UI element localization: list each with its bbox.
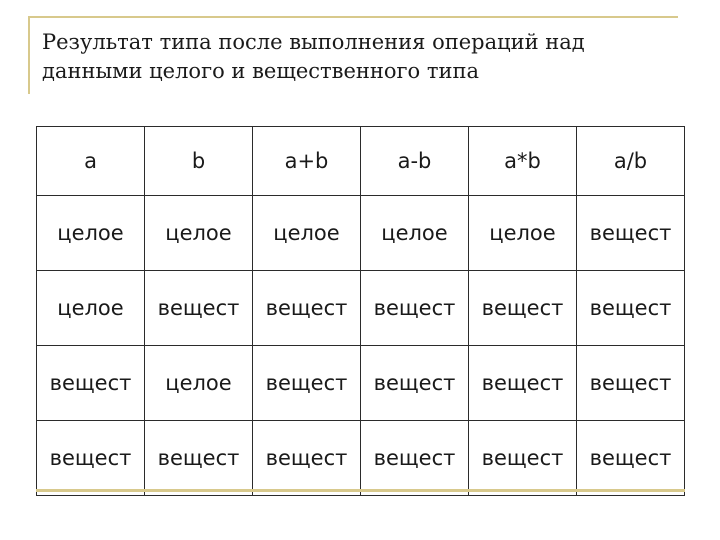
table-cell: вещест: [577, 196, 685, 271]
table-cell: вещест: [361, 421, 469, 496]
table-cell: вещест: [37, 346, 145, 421]
type-result-table: [36, 126, 685, 496]
header-cell-sum: a+b: [253, 127, 361, 196]
header-cell-a: a: [37, 127, 145, 196]
table-cell: вещест: [577, 421, 685, 496]
table-cell: целое: [469, 196, 577, 271]
header-cell-diff: a-b: [361, 127, 469, 196]
table-bottom-rule: [36, 489, 685, 492]
table-cell: вещест: [253, 421, 361, 496]
table-cell: вещест: [577, 346, 685, 421]
table-cell: вещест: [253, 271, 361, 346]
table-cell: целое: [361, 196, 469, 271]
header-cell-b: b: [145, 127, 253, 196]
table-cell: вещест: [577, 271, 685, 346]
table-cell: вещест: [37, 421, 145, 496]
title-frame: [28, 16, 678, 94]
slide-title-line-1: Результат типа после выполнения операций над: [42, 30, 585, 54]
table-cell: целое: [145, 346, 253, 421]
table-cell: вещест: [145, 421, 253, 496]
table-row: [37, 196, 685, 271]
table-cell: вещест: [469, 271, 577, 346]
table-cell: вещест: [253, 346, 361, 421]
table-header-row: [37, 127, 685, 196]
header-cell-quotient: a/b: [577, 127, 685, 196]
header-cell-product: a*b: [469, 127, 577, 196]
table-cell: вещест: [145, 271, 253, 346]
table-cell: целое: [37, 196, 145, 271]
table-cell: вещест: [361, 271, 469, 346]
title-top-rule: [28, 16, 678, 18]
table-cell: вещест: [361, 346, 469, 421]
table-cell: вещест: [469, 346, 577, 421]
table-cell: целое: [145, 196, 253, 271]
table-cell: вещест: [469, 421, 577, 496]
table-cell: целое: [37, 271, 145, 346]
table-cell: целое: [253, 196, 361, 271]
slide-title: [42, 28, 672, 86]
table-row: [37, 346, 685, 421]
type-result-table-container: [36, 126, 685, 492]
title-left-rule: [28, 16, 30, 94]
table-row: [37, 421, 685, 496]
table-row: [37, 271, 685, 346]
slide-title-line-2: данными целого и вещественного типа: [42, 59, 479, 83]
